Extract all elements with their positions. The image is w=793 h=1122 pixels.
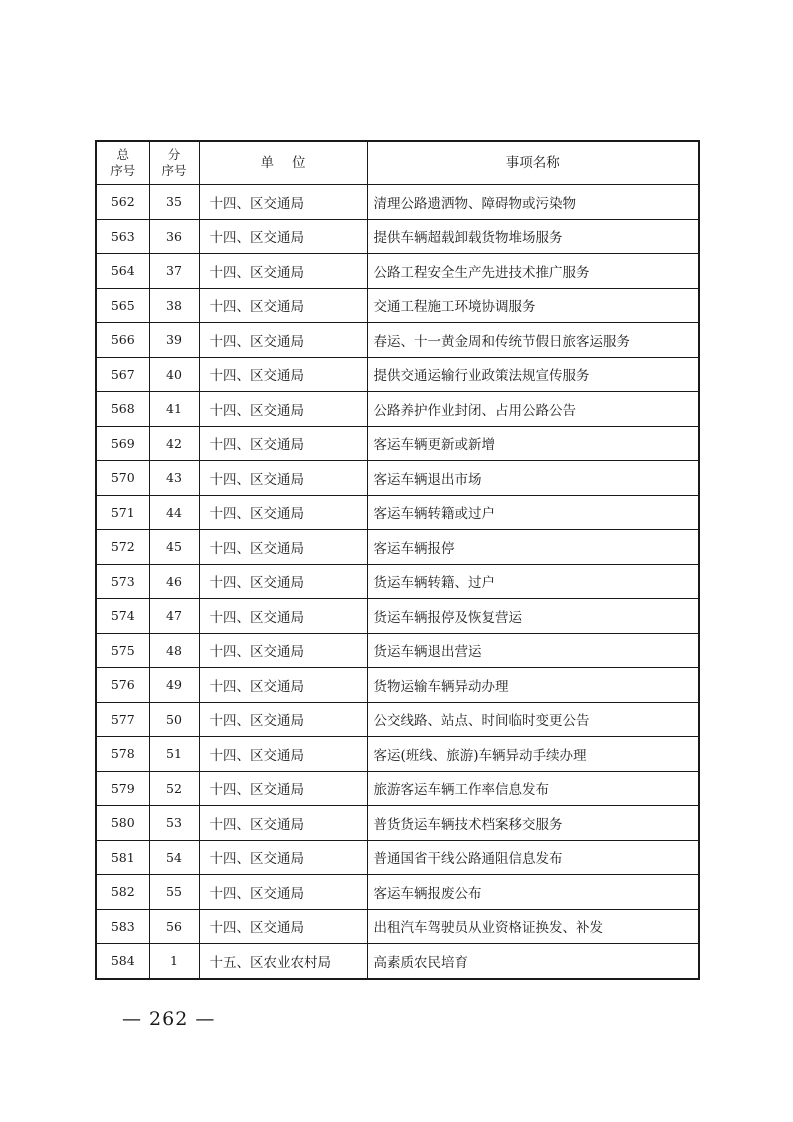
item-name-cell: 客运车辆报废公布: [367, 875, 699, 910]
total-no-cell: 580: [96, 806, 149, 841]
unit-cell: 十四、区交通局: [199, 495, 367, 530]
unit-cell: 十四、区交通局: [199, 599, 367, 634]
unit-cell: 十四、区交通局: [199, 426, 367, 461]
total-no-cell: 567: [96, 357, 149, 392]
table-row: [96, 392, 699, 427]
sub-no-cell: 43: [149, 461, 199, 496]
sub-no-cell: 45: [149, 530, 199, 565]
total-no-cell: 577: [96, 702, 149, 737]
total-no-cell: 562: [96, 185, 149, 220]
item-name-cell: 清理公路遗洒物、障碍物或污染物: [367, 185, 699, 220]
table-row: [96, 806, 699, 841]
item-name-cell: 出租汽车驾驶员从业资格证换发、补发: [367, 909, 699, 944]
sub-no-cell: 37: [149, 254, 199, 289]
item-name-cell: 公交线路、站点、时间临时变更公告: [367, 702, 699, 737]
table-row: [96, 668, 699, 703]
table-row: [96, 495, 699, 530]
unit-cell: 十四、区交通局: [199, 530, 367, 565]
sub-no-cell: 54: [149, 840, 199, 875]
sub-no-cell: 48: [149, 633, 199, 668]
table-row: [96, 288, 699, 323]
unit-cell: 十四、区交通局: [199, 737, 367, 772]
total-no-cell: 575: [96, 633, 149, 668]
item-name-cell: 公路养护作业封闭、占用公路公告: [367, 392, 699, 427]
table-header: [96, 141, 699, 185]
unit-cell: 十四、区交通局: [199, 357, 367, 392]
total-no-cell: 573: [96, 564, 149, 599]
header-unit-label: 单位: [260, 155, 324, 171]
item-name-cell: 客运(班线、旅游)车辆异动手续办理: [367, 737, 699, 772]
total-no-cell: 569: [96, 426, 149, 461]
sub-no-cell: 38: [149, 288, 199, 323]
table-row: [96, 909, 699, 944]
table-row: [96, 737, 699, 772]
unit-cell: 十四、区交通局: [199, 323, 367, 358]
unit-cell: 十四、区交通局: [199, 633, 367, 668]
unit-cell: 十四、区交通局: [199, 254, 367, 289]
unit-cell: 十四、区交通局: [199, 840, 367, 875]
table-row: [96, 323, 699, 358]
table-row: [96, 426, 699, 461]
header-sub-no-line2: 序号: [161, 163, 187, 178]
unit-cell: 十四、区交通局: [199, 185, 367, 220]
table-row: [96, 702, 699, 737]
item-name-cell: 春运、十一黄金周和传统节假日旅客运服务: [367, 323, 699, 358]
sub-no-cell: 52: [149, 771, 199, 806]
total-no-cell: 576: [96, 668, 149, 703]
item-name-cell: 普通国省干线公路通阻信息发布: [367, 840, 699, 875]
service-items-table-container: [95, 140, 698, 980]
unit-cell: 十五、区农业农村局: [199, 944, 367, 979]
sub-no-cell: 36: [149, 219, 199, 254]
table-row: [96, 840, 699, 875]
sub-no-cell: 40: [149, 357, 199, 392]
item-name-cell: 客运车辆报停: [367, 530, 699, 565]
table-row: [96, 599, 699, 634]
table-row: [96, 254, 699, 289]
service-items-table: [95, 140, 700, 980]
page-number: — 262 —: [122, 1008, 216, 1030]
total-no-cell: 568: [96, 392, 149, 427]
sub-no-cell: 49: [149, 668, 199, 703]
table-body: [96, 185, 699, 979]
header-total-no: [96, 141, 149, 185]
total-no-cell: 570: [96, 461, 149, 496]
sub-no-cell: 55: [149, 875, 199, 910]
sub-no-cell: 42: [149, 426, 199, 461]
total-no-cell: 565: [96, 288, 149, 323]
sub-no-cell: 46: [149, 564, 199, 599]
table-row: [96, 357, 699, 392]
total-no-cell: 571: [96, 495, 149, 530]
unit-cell: 十四、区交通局: [199, 564, 367, 599]
header-unit: [199, 141, 367, 185]
unit-cell: 十四、区交通局: [199, 909, 367, 944]
unit-cell: 十四、区交通局: [199, 771, 367, 806]
item-name-cell: 高素质农民培育: [367, 944, 699, 979]
item-name-cell: 货运车辆报停及恢复营运: [367, 599, 699, 634]
item-name-cell: 普货货运车辆技术档案移交服务: [367, 806, 699, 841]
item-name-cell: 交通工程施工环境协调服务: [367, 288, 699, 323]
item-name-cell: 货物运输车辆异动办理: [367, 668, 699, 703]
total-no-cell: 581: [96, 840, 149, 875]
item-name-cell: 客运车辆转籍或过户: [367, 495, 699, 530]
item-name-cell: 提供车辆超载卸载货物堆场服务: [367, 219, 699, 254]
total-no-cell: 572: [96, 530, 149, 565]
sub-no-cell: 51: [149, 737, 199, 772]
header-total-no-line1: 总: [116, 147, 129, 162]
header-total-no-line2: 序号: [110, 163, 136, 178]
sub-no-cell: 53: [149, 806, 199, 841]
unit-cell: 十四、区交通局: [199, 668, 367, 703]
table-row: [96, 530, 699, 565]
sub-no-cell: 47: [149, 599, 199, 634]
total-no-cell: 574: [96, 599, 149, 634]
total-no-cell: 584: [96, 944, 149, 979]
table-row: [96, 461, 699, 496]
total-no-cell: 564: [96, 254, 149, 289]
item-name-cell: 客运车辆更新或新增: [367, 426, 699, 461]
sub-no-cell: 35: [149, 185, 199, 220]
item-name-cell: 公路工程安全生产先进技术推广服务: [367, 254, 699, 289]
table-row: [96, 771, 699, 806]
table-row: [96, 219, 699, 254]
table-row: [96, 875, 699, 910]
item-name-cell: 客运车辆退出市场: [367, 461, 699, 496]
table-row: [96, 633, 699, 668]
unit-cell: 十四、区交通局: [199, 219, 367, 254]
item-name-cell: 货运车辆转籍、过户: [367, 564, 699, 599]
item-name-cell: 货运车辆退出营运: [367, 633, 699, 668]
unit-cell: 十四、区交通局: [199, 702, 367, 737]
header-item-name: 事项名称: [367, 141, 699, 185]
sub-no-cell: 44: [149, 495, 199, 530]
sub-no-cell: 41: [149, 392, 199, 427]
sub-no-cell: 1: [149, 944, 199, 979]
table-row: [96, 944, 699, 979]
table-row: [96, 564, 699, 599]
item-name-cell: 旅游客运车辆工作率信息发布: [367, 771, 699, 806]
total-no-cell: 578: [96, 737, 149, 772]
unit-cell: 十四、区交通局: [199, 806, 367, 841]
header-sub-no: [149, 141, 199, 185]
unit-cell: 十四、区交通局: [199, 461, 367, 496]
sub-no-cell: 50: [149, 702, 199, 737]
header-sub-no-line1: 分: [167, 147, 181, 162]
unit-cell: 十四、区交通局: [199, 288, 367, 323]
total-no-cell: 583: [96, 909, 149, 944]
total-no-cell: 582: [96, 875, 149, 910]
unit-cell: 十四、区交通局: [199, 875, 367, 910]
header-row: [96, 141, 699, 185]
total-no-cell: 566: [96, 323, 149, 358]
total-no-cell: 579: [96, 771, 149, 806]
sub-no-cell: 56: [149, 909, 199, 944]
total-no-cell: 563: [96, 219, 149, 254]
table-row: [96, 185, 699, 220]
unit-cell: 十四、区交通局: [199, 392, 367, 427]
item-name-cell: 提供交通运输行业政策法规宣传服务: [367, 357, 699, 392]
sub-no-cell: 39: [149, 323, 199, 358]
